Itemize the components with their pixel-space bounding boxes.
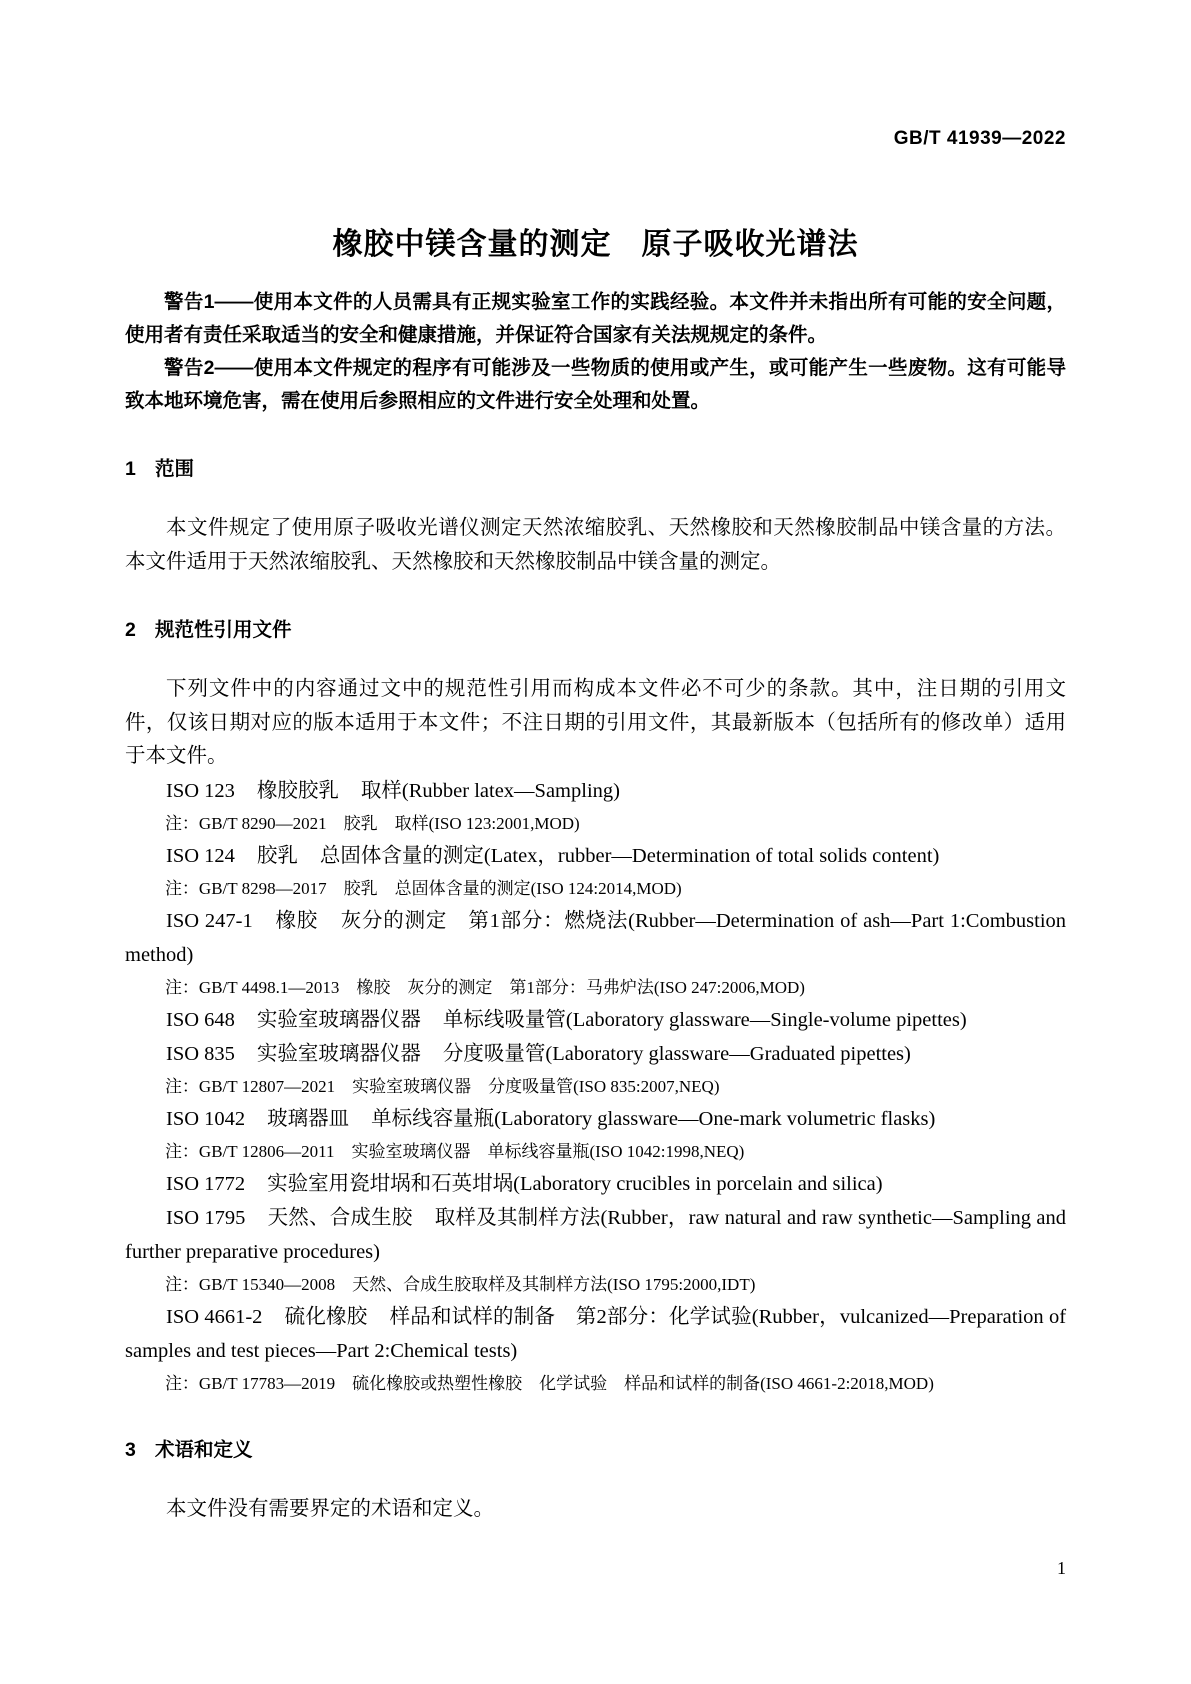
reference-entry — [125, 1167, 1066, 1201]
reference-subtitle-cn: 取样及其制样方法 — [434, 1206, 601, 1229]
reference-title-cn: 天然、合成生胶 — [267, 1206, 413, 1229]
clause-number-2: 2 — [125, 619, 136, 641]
reference-entry — [125, 904, 1066, 972]
document-title-main: 橡胶中镁含量的测定 — [332, 228, 612, 261]
document-body — [125, 286, 1066, 1526]
spacer — [125, 482, 1066, 512]
clause-title-1: 范围 — [155, 458, 195, 480]
reference-entry — [125, 839, 1066, 873]
reference-id: ISO 4661-2 — [166, 1305, 263, 1328]
spacer — [125, 418, 1066, 456]
reference-title-en: (Laboratory glassware—One-mark volumetric flasks) — [494, 1107, 936, 1130]
reference-id: ISO 1772 — [166, 1172, 246, 1195]
warning-1: 警告1——使用本文件的人员需具有正规实验室工作的实践经验。本文件并未指出所有可能的安全问题，使用者有责任采取适当的安全和健康措施，并保证符合国家有关法规规定的条件。 — [125, 291, 1066, 346]
clause-number-3: 3 — [125, 1438, 136, 1461]
reference-title-en: (Rubber latex—Sampling) — [401, 779, 620, 802]
reference-subtitle-cn: 单标线吸量管 — [442, 1008, 566, 1031]
reference-id: ISO 1042 — [166, 1107, 246, 1130]
clause-1-paragraph: 本文件规定了使用原子吸收光谱仪测定天然浓缩胶乳、天然橡胶和天然橡胶制品中镁含量的方法。本文件适用于天然浓缩胶乳、天然橡胶和天然橡胶制品中镁含量的测定。 — [125, 517, 1066, 573]
reference-id: ISO 1795 — [166, 1206, 246, 1229]
reference-entry — [125, 1201, 1066, 1269]
reference-subtitle-cn: 总固体含量的测定 — [319, 844, 484, 867]
clause-title-2: 规范性引用文件 — [155, 619, 292, 641]
running-header — [125, 128, 1066, 154]
reference-subtitle-cn: 分度吸量管 — [442, 1042, 546, 1065]
reference-entry — [125, 774, 1066, 808]
reference-subtitle-cn: 样品和试样的制备 第2部分：化学试验 — [389, 1305, 752, 1328]
reference-note: 注：GB/T 8298—2017 胶乳 总固体含量的测定(ISO 124:2014,MOD) — [164, 878, 682, 898]
reference-id: ISO 247-1 — [166, 909, 253, 932]
reference-title-en: (Rubber，raw natural and raw synthetic—Sampling and further preparative procedures) — [125, 1206, 1067, 1263]
page-number-value: 1 — [1057, 1558, 1066, 1578]
reference-title-cn: 橡胶 — [274, 909, 319, 932]
clause-heading-2 — [125, 617, 1066, 643]
reference-title-cn: 玻璃器皿 — [267, 1107, 350, 1130]
reference-title-cn: 实验室玻璃器仪器 — [256, 1042, 421, 1065]
reference-title-en: (Laboratory glassware—Graduated pipettes) — [545, 1042, 911, 1065]
clause-2-paragraph: 下列文件中的内容通过文中的规范性引用而构成本文件必不可少的条款。其中，注日期的引用文件，仅该日期对应的版本适用于本文件；不注日期的引用文件，其最新版本（包括所有的修改单）适用于本文件。 — [125, 678, 1066, 767]
normative-reference-list — [125, 774, 1066, 1399]
reference-title-en: (Rubber，vulcanized—Preparation of samples and test pieces—Part 2:Chemical tests) — [125, 1305, 1067, 1362]
reference-entry — [125, 1003, 1066, 1037]
reference-entry — [125, 1037, 1066, 1071]
clause-heading-3 — [125, 1437, 1066, 1463]
reference-title-cn: 橡胶胶乳 — [256, 779, 339, 802]
reference-id: ISO 648 — [166, 1008, 235, 1031]
reference-note: 注：GB/T 15340—2008 天然、合成生胶取样及其制样方法(ISO 1795:2000,IDT) — [164, 1274, 756, 1294]
reference-note: 注：GB/T 12806—2011 实验室玻璃仪器 单标线容量瓶(ISO 1042:1998,NEQ) — [164, 1141, 745, 1161]
standard-code: GB/T 41939—2022 — [893, 128, 1066, 149]
reference-note: 注：GB/T 8290—2021 胶乳 取样(ISO 123:2001,MOD) — [164, 813, 580, 833]
reference-note: 注：GB/T 17783—2019 硫化橡胶或热塑性橡胶 化学试验 样品和试样的制备(ISO 4661-2:2018,MOD) — [164, 1373, 934, 1393]
reference-note: 注：GB/T 4498.1—2013 橡胶 灰分的测定 第1部分：马弗炉法(ISO 247:2006,MOD) — [164, 977, 805, 997]
reference-subtitle-cn: 取样 — [360, 779, 402, 802]
reference-title-en: (Latex，rubber—Determination of total solids content) — [483, 844, 940, 867]
spacer — [125, 1463, 1066, 1493]
reference-title-cn: 实验室玻璃器仪器 — [256, 1008, 421, 1031]
spacer — [125, 1399, 1066, 1437]
reference-title-cn: 胶乳 — [256, 844, 298, 867]
reference-title-en: (Rubber—Determination of ash—Part 1:Combustion method) — [125, 909, 1067, 966]
reference-id: ISO 123 — [166, 779, 235, 802]
reference-entry — [125, 1102, 1066, 1136]
clause-3-paragraph: 本文件没有需要界定的术语和定义。 — [166, 1497, 494, 1520]
reference-id: ISO 124 — [166, 844, 235, 867]
document-title-sub: 原子吸收光谱法 — [641, 228, 859, 261]
page-title — [0, 219, 1191, 263]
reference-title-en: (Laboratory glassware—Single-volume pipettes) — [565, 1008, 967, 1031]
reference-entry — [125, 1300, 1066, 1368]
reference-title-cn: 实验室用瓷坩埚和石英坩埚 — [267, 1172, 514, 1195]
reference-subtitle-cn: 单标线容量瓶 — [371, 1107, 495, 1130]
clause-number-1: 1 — [125, 458, 136, 480]
page-number — [125, 1558, 1066, 1579]
clause-title-3: 术语和定义 — [155, 1438, 253, 1461]
reference-note: 注：GB/T 12807—2021 实验室玻璃仪器 分度吸量管(ISO 835:2007,NEQ) — [164, 1076, 720, 1096]
reference-title-cn: 硫化橡胶 — [284, 1305, 368, 1328]
reference-title-en: (Laboratory crucibles in porcelain and silica) — [513, 1172, 883, 1195]
reference-subtitle-cn: 灰分的测定 第1部分：燃烧法 — [340, 909, 629, 932]
clause-heading-1 — [125, 456, 1066, 482]
reference-id: ISO 835 — [166, 1042, 235, 1065]
spacer — [125, 643, 1066, 673]
warning-2: 警告2——使用本文件规定的程序有可能涉及一些物质的使用或产生，或可能产生一些废物。这有可能导致本地环境危害，需在使用后参照相应的文件进行安全处理和处置。 — [125, 357, 1066, 412]
spacer — [125, 579, 1066, 617]
